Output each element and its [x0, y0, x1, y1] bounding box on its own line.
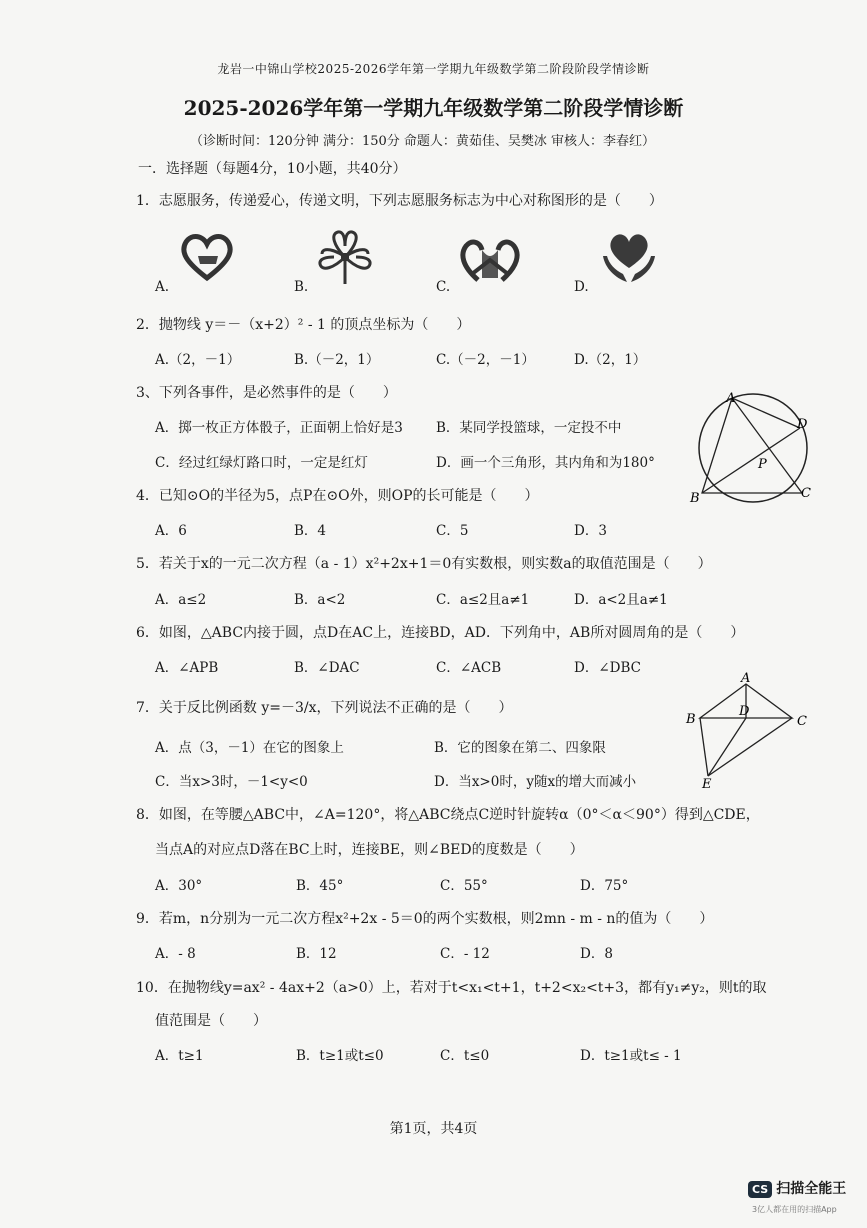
q1-option-a[interactable]: A. [155, 279, 170, 295]
q1-option-b[interactable]: B. [294, 279, 309, 295]
q4-option-b[interactable]: B．4 [294, 523, 327, 539]
q4-option-d[interactable]: D．3 [574, 523, 607, 539]
q7-option-b[interactable]: B．它的图象在第二、四象限 [434, 740, 606, 756]
clover-logo [314, 226, 376, 288]
q5-option-a[interactable]: A．a≤2 [155, 592, 207, 608]
q3-option-b[interactable]: B．某同学投篮球，一定投不中 [436, 420, 622, 436]
heart-hand-logo [176, 226, 238, 288]
q10-option-c[interactable]: C．t≤0 [440, 1048, 490, 1064]
q8-option-c[interactable]: C．55° [440, 878, 488, 894]
q3-option-d[interactable]: D．画一个三角形，其内角和为180° [436, 455, 655, 471]
q7-option-c[interactable]: C．当x>3时，－1<y<0 [155, 774, 308, 790]
question-4: 4．已知⊙O的半径为5，点P在⊙O外，则OP的长可能是（ ） [136, 488, 539, 504]
exam-meta: （诊断时间：120分钟 满分：150分 命题人：黄茹佳、吴樊冰 审核人：李春红） [190, 134, 656, 149]
q6-option-a[interactable]: A．∠APB [155, 660, 219, 676]
circle-triangle-figure [688, 392, 818, 510]
question-8-continued: 当点A的对应点D落在BC上时，连接BE，则∠BED的度数是（ ） [155, 842, 584, 858]
scanner-watermark [748, 1178, 846, 1198]
scanner-tagline: 3亿人都在用的扫描App [752, 1205, 837, 1214]
q10-option-d[interactable]: D．t≥1或t≤ - 1 [580, 1048, 682, 1064]
q8-option-d[interactable]: D．75° [580, 878, 629, 894]
q7-option-a[interactable]: A．点（3，－1）在它的图象上 [155, 740, 344, 756]
question-7: 7．关于反比例函数 y=－3/x，下列说法不正确的是（ ） [136, 700, 513, 716]
q9-option-a[interactable]: A．- 8 [155, 946, 196, 962]
q10-option-a[interactable]: A．t≥1 [155, 1048, 204, 1064]
q6-option-d[interactable]: D．∠DBC [574, 660, 641, 676]
question-1: 1．志愿服务，传递爱心，传递文明，下列志愿服务标志为中心对称图形的是（ ） [136, 193, 663, 209]
camscanner-icon: CS [748, 1181, 772, 1198]
q8-option-a[interactable]: A．30° [155, 878, 203, 894]
q10-option-b[interactable]: B．t≥1或t≤0 [296, 1048, 384, 1064]
q4-option-a[interactable]: A．6 [155, 523, 187, 539]
heart-hands-logo [597, 228, 661, 288]
q9-option-c[interactable]: C．- 12 [440, 946, 490, 962]
q2-option-b[interactable]: B.（－2，1） [294, 352, 380, 368]
q1-option-c[interactable]: C. [436, 279, 451, 295]
q2-option-c[interactable]: C.（－2，－1） [436, 352, 535, 368]
q2-option-a[interactable]: A.（2，－1） [155, 352, 241, 368]
q8-option-b[interactable]: B．45° [296, 878, 344, 894]
fig1-label-b: B [690, 491, 700, 506]
question-8: 8．如图，在等腰△ABC中，∠A=120°，将△ABC绕点C逆时针旋转α（0°＜α＜90°）得到△CDE， [136, 807, 760, 823]
q1-option-d[interactable]: D. [574, 279, 589, 295]
q3-option-c[interactable]: C．经过红绿灯路口时，一定是红灯 [155, 455, 368, 471]
question-2: 2．抛物线 y＝－（x+2）² - 1 的顶点坐标为（ ） [136, 317, 471, 333]
fig2-label-d: D [739, 704, 750, 719]
question-6: 6．如图，△ABC内接于圆，点D在AC上，连接BD，AD．下列角中，AB所对圆周角的是（ ） [136, 625, 745, 641]
question-10: 10．在抛物线y=ax² - 4ax+2（a>0）上，若对于t<x₁<t+1，t+2<x₂<t+3，都有y₁≠y₂，则t的取 [136, 980, 767, 996]
question-3: 3、下列各事件，是必然事件的是（ ） [136, 385, 397, 401]
q7-option-d[interactable]: D．当x>0时，y随x的增大而减小 [434, 774, 637, 790]
q2-option-d[interactable]: D.（2，1） [574, 352, 647, 368]
section-heading: 一．选择题（每题4分，10小题，共40分） [138, 161, 407, 177]
q6-option-c[interactable]: C．∠ACB [436, 660, 502, 676]
q5-option-b[interactable]: B．a<2 [294, 592, 346, 608]
header-small: 龙岩一中锦山学校2025-2026学年第一学期九年级数学第二阶段阶段学情诊断 [217, 62, 650, 76]
q9-option-b[interactable]: B．12 [296, 946, 337, 962]
double-heart-logo [458, 230, 522, 288]
q3-option-a[interactable]: A．掷一枚正方体骰子，正面朝上恰好是3 [155, 420, 403, 436]
q5-option-d[interactable]: D．a<2且a≠1 [574, 592, 668, 608]
question-10-continued: 值范围是（ ） [155, 1013, 267, 1029]
fig2-label-e: E [702, 777, 712, 792]
fig2-label-b: B [686, 712, 696, 727]
fig1-label-a: A [726, 392, 736, 406]
q6-option-b[interactable]: B．∠DAC [294, 660, 360, 676]
fig1-label-c: C [801, 486, 811, 501]
q4-option-c[interactable]: C．5 [436, 523, 469, 539]
fig1-label-d: D [797, 417, 808, 432]
q5-option-c[interactable]: C．a≤2且a≠1 [436, 592, 530, 608]
fig2-label-c: C [797, 714, 807, 729]
question-9: 9．若m，n分别为一元二次方程x²+2x - 5＝0的两个实数根，则2mn - m - n的值为（ ） [136, 911, 714, 927]
scanner-brand-text: 扫描全能王 [776, 1181, 847, 1197]
question-5: 5．若关于x的一元二次方程（a - 1）x²+2x+1＝0有实数根，则实数a的取值范围是（ ） [136, 556, 712, 572]
page-footer: 第1页，共4页 [389, 1121, 478, 1137]
page-title: 2025-2026学年第一学期九年级数学第二阶段学情诊断 [183, 96, 684, 120]
q9-option-d[interactable]: D．8 [580, 946, 613, 962]
fig2-label-a: A [741, 671, 751, 686]
rotation-triangle-figure [684, 670, 818, 792]
fig1-label-p: P [758, 457, 767, 472]
